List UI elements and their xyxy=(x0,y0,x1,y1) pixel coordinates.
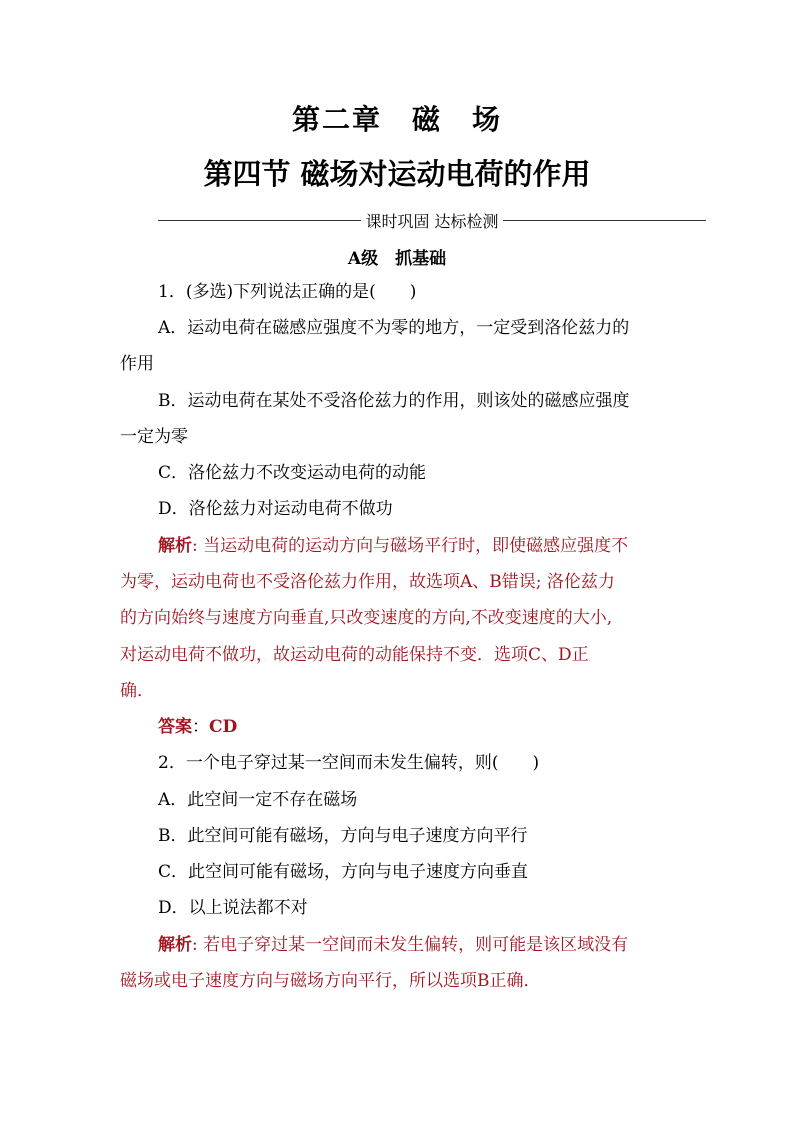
q1-analysis-line1 xyxy=(158,528,676,564)
q1-analysis-tag: 解析 xyxy=(158,536,192,556)
q2-analysis-tag: 解析 xyxy=(158,935,192,955)
q2-stem: 2．一个电子穿过某一空间而未发生偏转，则( ) xyxy=(158,753,540,773)
q2-option-b: B．此空间可能有磁场，方向与电子速度方向平行 xyxy=(158,826,528,846)
q1-option-a-line1: A．运动电荷在磁感应强度不为零的地方，一定受到洛伦兹力的 xyxy=(158,318,630,338)
q2-option-d: D．以上说法都不对 xyxy=(158,898,308,918)
q1-option-b-line1: B．运动电荷在某处不受洛伦兹力的作用，则该处的磁感应强度 xyxy=(158,391,630,411)
q2-analysis-line1 xyxy=(158,927,676,963)
divider-label: 课时巩固 达标检测 xyxy=(365,211,499,231)
q1-option-a-line2: 作用 xyxy=(120,354,154,374)
section-divider xyxy=(158,208,706,232)
q2-option-c: C．此空间可能有磁场，方向与电子速度方向垂直 xyxy=(158,862,529,882)
section-title: 第四节 磁场对运动电荷的作用 xyxy=(203,157,591,191)
q1-analysis-line4: 对运动电荷不做功，故运动电荷的动能保持不变．选项C、D正 xyxy=(120,645,589,665)
q1-option-d: D．洛伦兹力对运动电荷不做功 xyxy=(158,499,393,519)
q1-answer-value: CD xyxy=(209,717,238,737)
chapter-title: 第二章 磁 场 xyxy=(291,103,502,136)
q1-answer-tag: 答案 xyxy=(158,717,192,737)
q2-analysis-text1: : 若电子穿过某一空间而未发生偏转，则可能是该区域没有 xyxy=(192,935,629,955)
q1-analysis-line2: 为零，运动电荷也不受洛伦兹力作用，故选项A、B错误; 洛伦兹力 xyxy=(120,572,615,592)
q1-stem: 1．(多选)下列说法正确的是( ) xyxy=(158,282,417,302)
q1-analysis-text1: : 当运动电荷的运动方向与磁场平行时，即使磁感应强度不 xyxy=(192,536,629,556)
q1-answer xyxy=(158,709,676,745)
q2-option-a: A．此空间一定不存在磁场 xyxy=(158,790,358,810)
level-heading: A级 抓基础 xyxy=(347,249,447,269)
q2-analysis-line2: 磁场或电子速度方向与磁场方向平行，所以选项B正确． xyxy=(120,971,541,991)
q1-option-b-line2: 一定为零 xyxy=(120,427,188,447)
q1-option-c: C．洛伦兹力不改变运动电荷的动能 xyxy=(158,463,427,483)
divider-line-right xyxy=(503,220,706,221)
divider-line-left xyxy=(158,220,361,221)
q1-analysis-line3: 的方向始终与速度方向垂直,只改变速度的方向,不改变速度的大小, xyxy=(120,608,613,628)
q1-answer-sep: ： xyxy=(192,717,209,737)
q1-analysis-line5: 确． xyxy=(120,681,154,701)
